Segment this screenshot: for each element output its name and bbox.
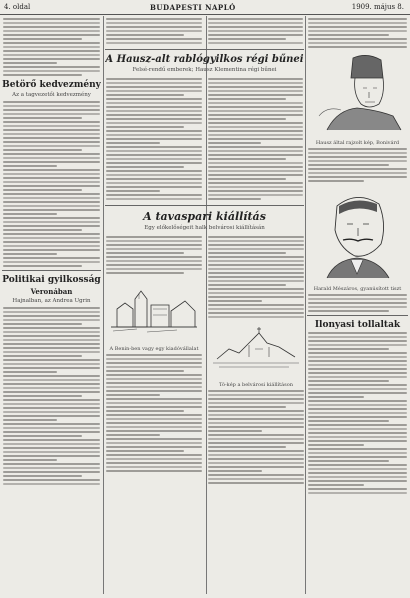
subheadline-politikai: Hajnalban, az Andrea Ugrin	[12, 298, 91, 304]
caption-lake-sketch: Tó-kép a belvárosi kiállításon	[219, 382, 293, 388]
subheadline-hausz: Felsé-rendű emberek; Hausz Klementina régi bűnei	[132, 67, 277, 73]
headline-betoro: Betörő kedvezmény	[2, 80, 101, 90]
issue-date: 1909. május 8.	[351, 3, 404, 11]
kiallitas-article	[105, 234, 304, 486]
article-text	[307, 294, 408, 312]
subheadline-kiallitas: Egy előkelőségeit halk belvárosi kiállításán	[144, 225, 265, 231]
column-4	[307, 16, 408, 594]
page-number: 4. oldal	[4, 3, 31, 11]
column-rule	[103, 16, 104, 594]
column-rule	[305, 16, 306, 594]
caption-portrait-hat: Hausz által rajzolt kép, Bonivárd	[315, 140, 400, 146]
caption-town-sketch: A Benin-ben vagy egy kiadóvállalat	[109, 346, 199, 352]
town-sketch	[107, 279, 201, 337]
hausz-article	[105, 76, 304, 202]
article-text	[307, 332, 408, 494]
article-text	[2, 101, 101, 267]
portrait-mustache-sketch	[307, 184, 407, 280]
article-text	[2, 307, 101, 485]
portrait-hat-sketch	[307, 50, 407, 134]
headline-hausz: A Hausz-alt rablógyilkos régi bűnei	[105, 54, 304, 65]
caption-portrait-mustache: Harald Mészáros, gyanúsított tiszt	[313, 286, 402, 292]
article-text	[307, 18, 408, 48]
masthead	[0, 0, 410, 15]
article-text	[307, 148, 408, 182]
center-top-text	[105, 16, 304, 46]
paper-name: BUDAPESTI NAPLÓ	[150, 3, 236, 12]
column-1	[2, 16, 101, 594]
subheadline-betoro: Az a tagvezetői kedvezmény	[12, 92, 91, 98]
headline-politikai-place: Veronában	[30, 287, 73, 296]
headline-kiallitas: A tavaspari kiállítás	[143, 210, 266, 223]
center-columns	[105, 16, 304, 594]
lake-sketch	[209, 323, 303, 373]
article-text	[2, 18, 101, 76]
headline-ilonyasi: Ilonyasi tollaltak	[314, 320, 401, 330]
headline-politikai: Politikai gyilkosság	[2, 275, 101, 285]
